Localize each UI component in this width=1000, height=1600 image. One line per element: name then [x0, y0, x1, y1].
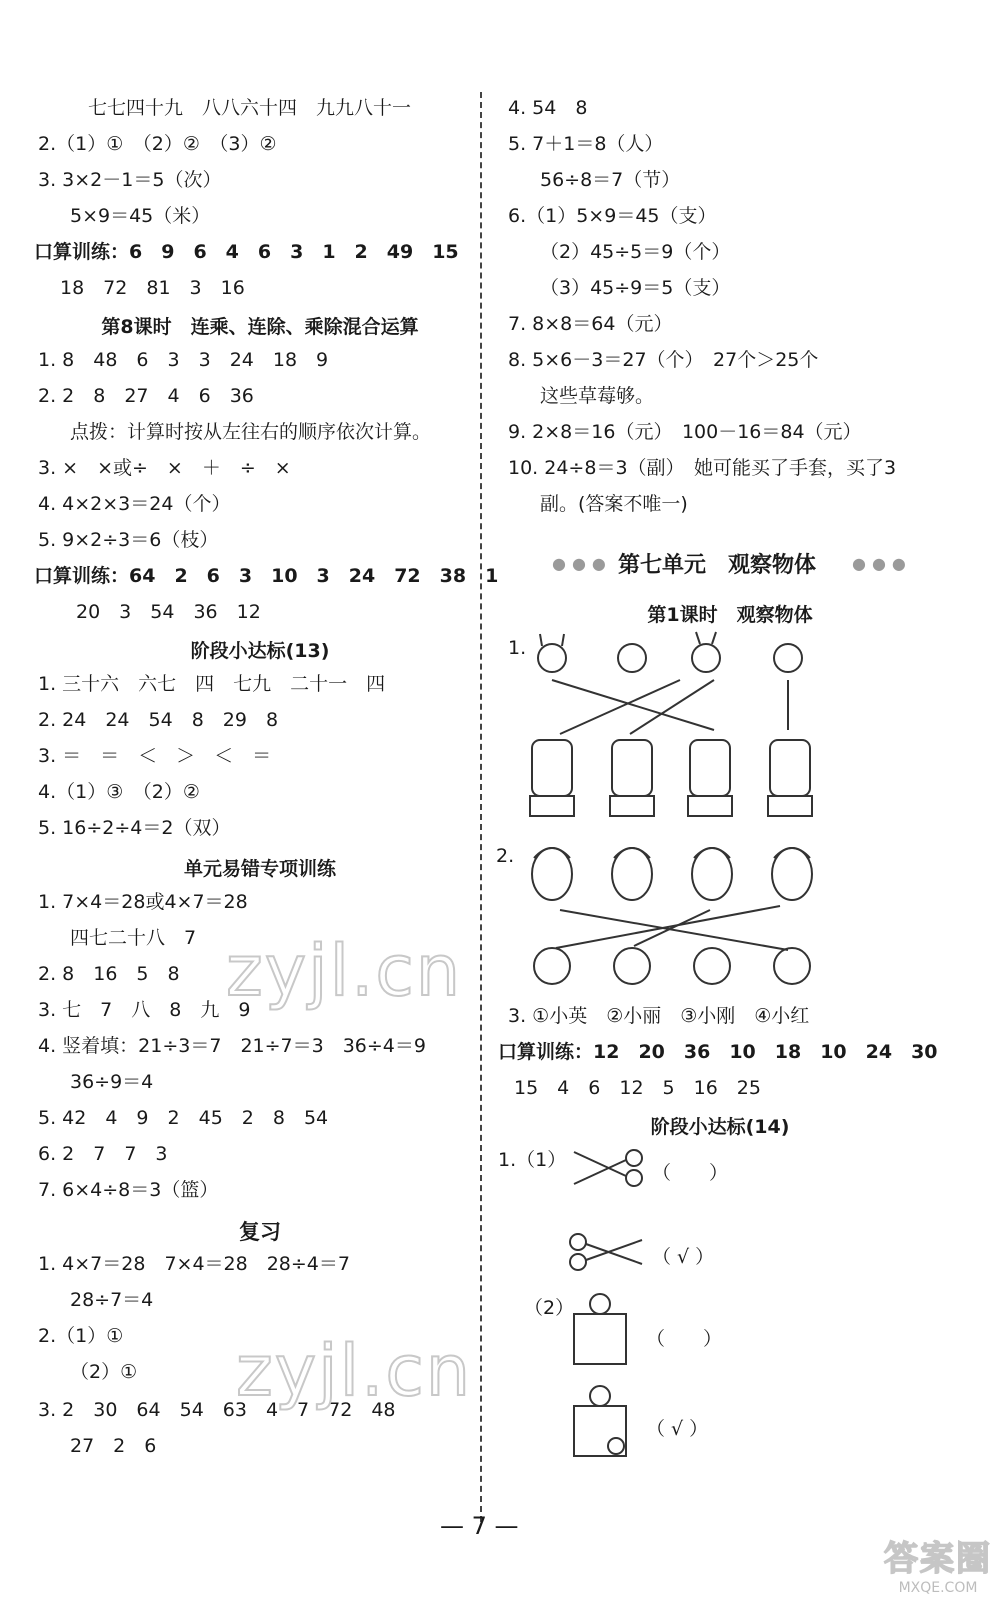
- scissors-icon: [566, 1230, 646, 1274]
- column-divider: [480, 92, 482, 1522]
- oral-training-line: 口算训练：64 2 6 3 10 3 24 72 38 1: [34, 565, 499, 587]
- page-number: — 7 —: [440, 1512, 519, 1540]
- answer-line: 9. 2×8＝16（元） 100－16＝84（元）: [508, 421, 862, 443]
- answer-check: （ √ ）: [646, 1418, 709, 1440]
- watermark: zyjl.cn: [226, 930, 463, 1012]
- corner-logo: [884, 1531, 992, 1596]
- answer-line: 4. 4×2×3＝24（个）: [38, 493, 231, 515]
- answer-line: （2）①: [70, 1361, 138, 1383]
- answer-line: 七七四十九 八八六十四 九九八十一: [88, 97, 412, 119]
- answer-line: 27 2 6: [70, 1435, 157, 1457]
- answer-line: 5×9＝45（米）: [70, 205, 211, 227]
- answer-line: 4.（1）③ （2）②: [38, 781, 200, 803]
- answer-line: 1. 8 48 6 3 3 24 18 9: [38, 349, 329, 371]
- cube-ball-figure: [570, 1290, 640, 1370]
- answer-line: 10. 24÷8＝3（副） 她可能买了手套，买了3: [508, 457, 897, 479]
- answer-line: 3. ①小英 ②小丽 ③小刚 ④小红: [508, 1005, 810, 1027]
- answer-line: 8. 5×6－3＝27（个） 27个＞25个: [508, 349, 819, 371]
- answer-line: （2）45÷5＝9（个）: [540, 241, 731, 263]
- unit-title: 第七单元 观察物体: [618, 553, 817, 578]
- answer-line: 3. 3×2－1＝5（次）: [38, 169, 222, 191]
- answer-line: 5. 42 4 9 2 45 2 8 54: [38, 1107, 329, 1129]
- matching-figure-1: [520, 630, 860, 830]
- matching-figure-2: [520, 838, 860, 988]
- section-heading: 第8课时 连乘、连除、乘除混合运算: [101, 316, 419, 338]
- answer-line: 4. 54 8: [508, 97, 588, 119]
- section-heading: 复习: [239, 1220, 281, 1244]
- section-heading: 单元易错专项训练: [183, 858, 336, 880]
- answer-line: 36÷9＝4: [70, 1071, 154, 1093]
- question-number: 1.: [508, 637, 527, 659]
- watermark: zyjl.cn: [236, 1330, 473, 1412]
- corner-logo-url: MXQE.COM: [898, 1580, 978, 1596]
- answer-line: 2. 2 8 27 4 6 36: [38, 385, 254, 407]
- corner-logo-title: 答案圈: [884, 1539, 992, 1579]
- scissors-icon: [570, 1146, 650, 1190]
- answer-line: 5. 16÷2÷4＝2（双）: [38, 817, 231, 839]
- answer-line: 副。(答案不唯一): [540, 493, 688, 515]
- answer-check: （ √ ）: [652, 1246, 715, 1268]
- answer-line: 4. 竖着填：21÷3＝7 21÷7＝3 36÷4＝9: [38, 1035, 426, 1057]
- title-dots-right: ●●●: [852, 554, 912, 573]
- answer-line: 20 3 54 36 12: [76, 601, 261, 623]
- answer-blank: （ ）: [652, 1162, 729, 1184]
- answer-blank: （ ）: [646, 1328, 723, 1350]
- question-number: （2）: [524, 1297, 575, 1319]
- oral-training-line: 口算训练：6 9 6 4 6 3 1 2 49 15: [34, 241, 459, 263]
- answer-line: 2.（1）① （2）② （3）②: [38, 133, 277, 155]
- answer-line: 3. 七 7 八 8 九 9: [38, 999, 251, 1021]
- section-heading: 阶段小达标(14): [650, 1116, 790, 1138]
- answer-line: 这些草莓够。: [540, 385, 655, 407]
- cube-ball-figure: [570, 1384, 640, 1464]
- answer-line: 1. 4×7＝28 7×4＝28 28÷4＝7: [38, 1253, 350, 1275]
- section-heading: 阶段小达标(13): [190, 640, 330, 662]
- answer-line: 7. 8×8＝64（元）: [508, 313, 673, 335]
- answer-line: 28÷7＝4: [70, 1289, 154, 1311]
- answer-line: 56÷8＝7（节）: [540, 169, 681, 191]
- section-heading: 第1课时 观察物体: [647, 604, 813, 626]
- question-number: 1.（1）: [498, 1149, 567, 1171]
- answer-line: 7. 6×4÷8＝3（篮）: [38, 1179, 219, 1201]
- answer-line: 5. 9×2÷3＝6（枝）: [38, 529, 219, 551]
- question-number: 2.: [496, 845, 515, 867]
- answer-line: 四七二十八 7: [70, 927, 197, 949]
- hint-line: 点拨：计算时按从左往右的顺序依次计算。: [70, 421, 432, 443]
- answer-line: 6. 2 7 7 3: [38, 1143, 168, 1165]
- oral-training-line: 口算训练：12 20 36 10 18 10 24 30: [498, 1041, 938, 1063]
- answer-line: 18 72 81 3 16: [60, 277, 245, 299]
- answer-line: 3. × ×或÷ × ＋ ÷ ×: [38, 457, 291, 479]
- title-dots-left: ●●●: [552, 554, 612, 573]
- answer-line: 2. 8 16 5 8: [38, 963, 180, 985]
- answer-line: 15 4 6 12 5 16 25: [514, 1077, 761, 1099]
- answer-line: 2.（1）①: [38, 1325, 124, 1347]
- answer-line: 2. 24 24 54 8 29 8: [38, 709, 279, 731]
- answer-line: 3. ＝ ＝ ＜ ＞ ＜ ＝: [38, 745, 272, 767]
- answer-line: （3）45÷9＝5（支）: [540, 277, 731, 299]
- answer-line: 6.（1）5×9＝45（支）: [508, 205, 717, 227]
- answer-line: 1. 三十六 六七 四 七九 二十一 四: [38, 673, 386, 695]
- answer-line: 1. 7×4＝28或4×7＝28: [38, 891, 248, 913]
- answer-line: 3. 2 30 64 54 63 4 7 72 48: [38, 1399, 396, 1421]
- answer-line: 5. 7＋1＝8（人）: [508, 133, 664, 155]
